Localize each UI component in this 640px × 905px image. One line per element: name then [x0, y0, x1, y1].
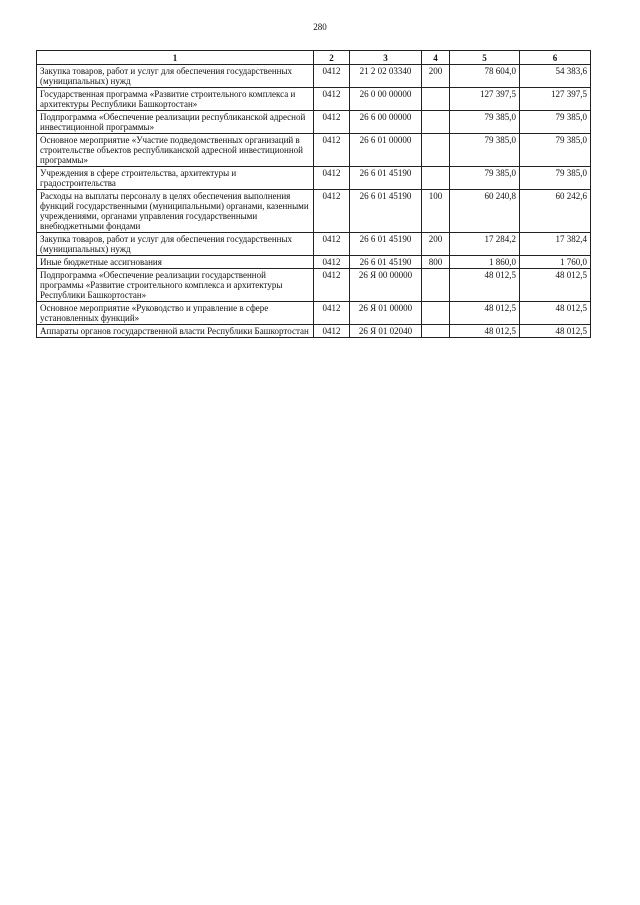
row-section-cell: 0412	[314, 302, 350, 325]
column-header: 1	[37, 51, 314, 65]
row-type-cell	[422, 302, 450, 325]
row-amount-2-cell: 17 382,4	[520, 233, 591, 256]
table-row	[37, 233, 591, 256]
row-name-cell: Закупка товаров, работ и услуг для обеспечения государственных (муниципальных) нужд	[37, 65, 314, 88]
row-amount-1-cell: 78 604,0	[450, 65, 520, 88]
row-amount-1-cell: 60 240,8	[450, 190, 520, 233]
table-row	[37, 256, 591, 269]
row-type-cell	[422, 88, 450, 111]
column-header: 6	[520, 51, 591, 65]
row-section-cell: 0412	[314, 256, 350, 269]
row-name-cell: Иные бюджетные ассигнования	[37, 256, 314, 269]
row-name-cell: Подпрограмма «Обеспечение реализации республиканской адресной инвестиционной программы»	[37, 111, 314, 134]
row-amount-2-cell: 79 385,0	[520, 111, 591, 134]
row-section-cell: 0412	[314, 88, 350, 111]
row-code-cell: 26 6 01 00000	[350, 134, 422, 167]
row-name-cell: Расходы на выплаты персоналу в целях обеспечения выполнения функций государственными (муниципальными) органами, казенными учреждениями, органами управления государственными внебюджетными фондами	[37, 190, 314, 233]
row-amount-1-cell: 79 385,0	[450, 111, 520, 134]
row-amount-2-cell: 127 397,5	[520, 88, 591, 111]
row-code-cell: 21 2 02 03340	[350, 65, 422, 88]
page-number: 280	[313, 22, 327, 32]
row-type-cell: 800	[422, 256, 450, 269]
table-row	[37, 88, 591, 111]
table-row	[37, 269, 591, 302]
row-code-cell: 26 Я 01 02040	[350, 325, 422, 338]
row-amount-2-cell: 48 012,5	[520, 269, 591, 302]
row-type-cell	[422, 269, 450, 302]
row-code-cell: 26 6 01 45190	[350, 167, 422, 190]
row-type-cell	[422, 167, 450, 190]
row-section-cell: 0412	[314, 65, 350, 88]
row-name-cell: Аппараты органов государственной власти Республики Башкортостан	[37, 325, 314, 338]
table-row	[37, 302, 591, 325]
row-amount-1-cell: 79 385,0	[450, 134, 520, 167]
row-section-cell: 0412	[314, 269, 350, 302]
row-code-cell: 26 6 00 00000	[350, 111, 422, 134]
row-code-cell: 26 6 01 45190	[350, 190, 422, 233]
budget-table	[36, 50, 591, 338]
row-type-cell: 200	[422, 65, 450, 88]
row-type-cell: 100	[422, 190, 450, 233]
row-amount-1-cell: 48 012,5	[450, 269, 520, 302]
column-header: 3	[350, 51, 422, 65]
table-row	[37, 65, 591, 88]
row-type-cell	[422, 134, 450, 167]
row-code-cell: 26 0 00 00000	[350, 88, 422, 111]
column-header: 5	[450, 51, 520, 65]
row-type-cell	[422, 325, 450, 338]
row-section-cell: 0412	[314, 111, 350, 134]
row-name-cell: Подпрограмма «Обеспечение реализации государственной программы «Развитие строительного комплекса и архитектуры Республики Башкортостан»	[37, 269, 314, 302]
row-name-cell: Закупка товаров, работ и услуг для обеспечения государственных (муниципальных) нужд	[37, 233, 314, 256]
row-amount-1-cell: 127 397,5	[450, 88, 520, 111]
row-section-cell: 0412	[314, 325, 350, 338]
row-section-cell: 0412	[314, 167, 350, 190]
row-code-cell: 26 6 01 45190	[350, 233, 422, 256]
row-name-cell: Государственная программа «Развитие строительного комплекса и архитектуры Республики Башкортостан»	[37, 88, 314, 111]
row-amount-2-cell: 1 760,0	[520, 256, 591, 269]
row-section-cell: 0412	[314, 134, 350, 167]
row-type-cell	[422, 111, 450, 134]
table-row	[37, 134, 591, 167]
row-code-cell: 26 6 01 45190	[350, 256, 422, 269]
row-amount-2-cell: 79 385,0	[520, 134, 591, 167]
table-header-row	[37, 51, 591, 65]
row-amount-2-cell: 60 242,6	[520, 190, 591, 233]
row-type-cell: 200	[422, 233, 450, 256]
row-section-cell: 0412	[314, 233, 350, 256]
row-amount-1-cell: 48 012,5	[450, 325, 520, 338]
row-amount-2-cell: 48 012,5	[520, 325, 591, 338]
row-name-cell: Основное мероприятие «Участие подведомственных организаций в строительстве объектов республиканской адресной инвестиционной программы»	[37, 134, 314, 167]
row-amount-2-cell: 54 383,6	[520, 65, 591, 88]
row-section-cell: 0412	[314, 190, 350, 233]
table-row	[37, 111, 591, 134]
row-amount-1-cell: 17 284,2	[450, 233, 520, 256]
column-header: 4	[422, 51, 450, 65]
row-name-cell: Учреждения в сфере строительства, архитектуры и градостроительства	[37, 167, 314, 190]
table-row	[37, 167, 591, 190]
row-amount-1-cell: 48 012,5	[450, 302, 520, 325]
row-code-cell: 26 Я 01 00000	[350, 302, 422, 325]
table-row	[37, 325, 591, 338]
row-code-cell: 26 Я 00 00000	[350, 269, 422, 302]
column-header: 2	[314, 51, 350, 65]
row-name-cell: Основное мероприятие «Руководство и управление в сфере установленных функций»	[37, 302, 314, 325]
row-amount-1-cell: 79 385,0	[450, 167, 520, 190]
row-amount-2-cell: 48 012,5	[520, 302, 591, 325]
table-row	[37, 190, 591, 233]
row-amount-2-cell: 79 385,0	[520, 167, 591, 190]
row-amount-1-cell: 1 860,0	[450, 256, 520, 269]
